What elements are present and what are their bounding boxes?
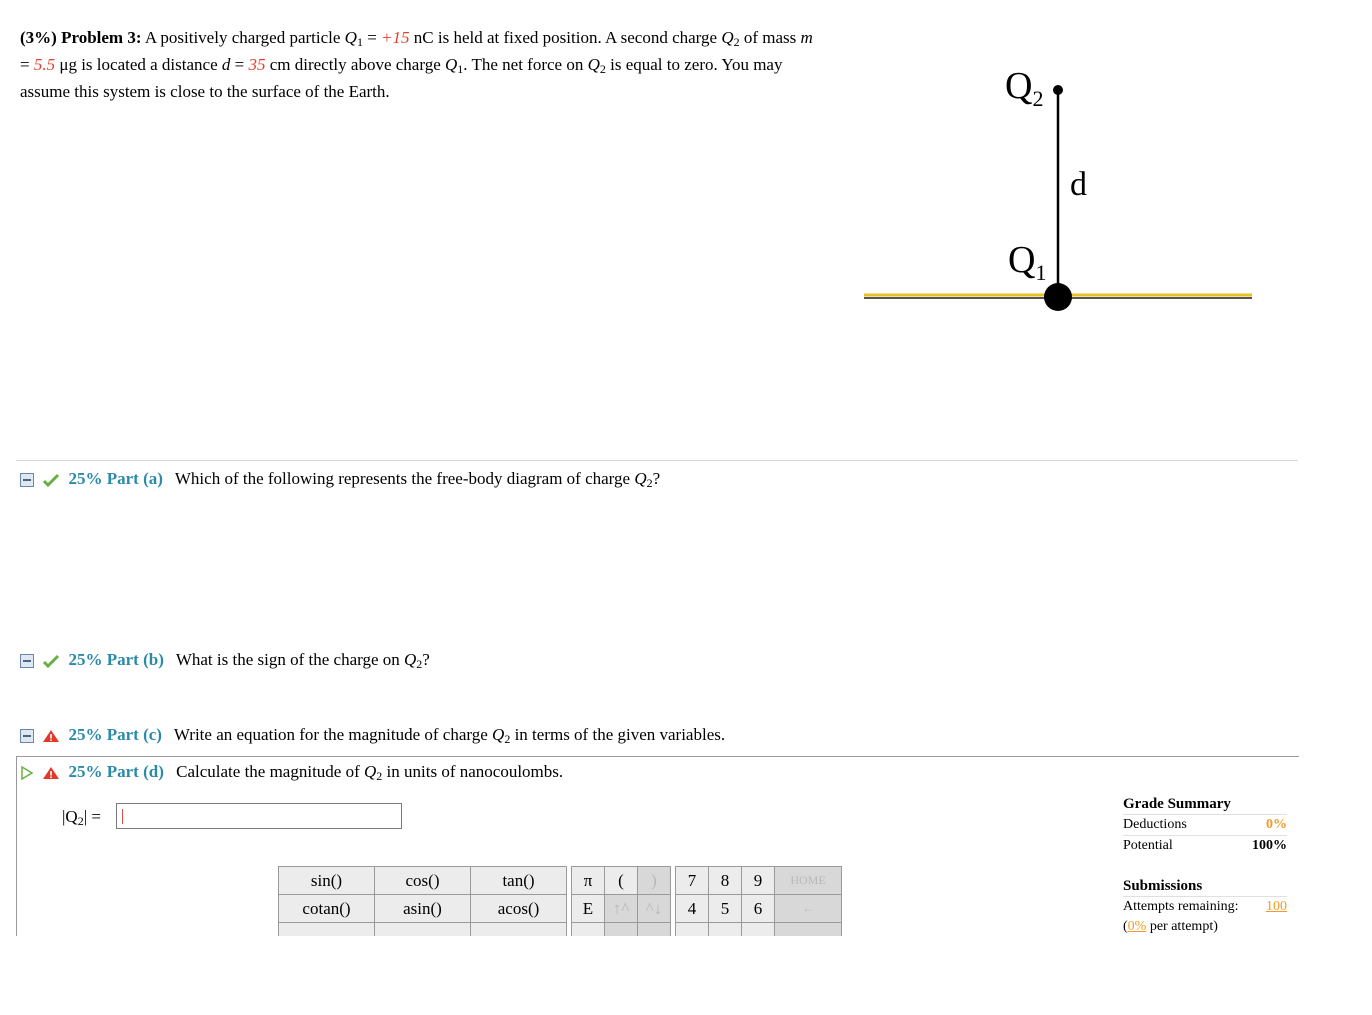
label-q2: $Q_2$	[1005, 65, 1044, 111]
collapse-icon[interactable]	[20, 473, 34, 487]
check-icon	[42, 654, 60, 668]
label-q1: $Q_1$	[1008, 239, 1047, 285]
key-cotan[interactable]: cotan()	[279, 895, 375, 923]
per-attempt-link[interactable]: 0%	[1127, 919, 1147, 934]
potential-value: 100%	[1252, 838, 1287, 853]
grade-summary-title: Grade Summary	[1123, 796, 1231, 812]
problem-text: cm directly above charge	[269, 55, 441, 74]
part-text: Calculate the magnitude of	[176, 762, 360, 781]
var-q2: Q	[364, 762, 377, 781]
warning-icon	[42, 766, 60, 780]
key-close-paren[interactable]: )	[638, 867, 671, 895]
problem-text: of mass	[743, 28, 797, 47]
label-d: d	[1070, 166, 1087, 203]
sub-q1: 1	[457, 62, 464, 76]
attempts-row	[1123, 896, 1287, 917]
equals: =	[367, 28, 377, 47]
charge-q2-dot	[1053, 85, 1063, 95]
problem-title: Problem 3:	[61, 28, 142, 47]
part-a-header[interactable]	[20, 467, 660, 491]
sub-q2: 2	[416, 657, 423, 671]
sub-q2: 2	[504, 732, 511, 746]
problem-statement	[20, 24, 820, 105]
charge-diagram	[860, 60, 1260, 320]
part-text: What is the sign of the charge on	[175, 650, 400, 669]
var-q2: Q	[634, 469, 647, 488]
key-sin[interactable]: sin()	[279, 867, 375, 895]
collapse-icon[interactable]	[20, 654, 34, 668]
deductions-value: 0%	[1266, 817, 1287, 832]
sub-q2: 2	[733, 35, 740, 49]
problem-text: . The net force on	[463, 55, 584, 74]
potential-label: Potential	[1123, 838, 1173, 853]
warning-icon	[42, 729, 60, 743]
part-label: 25% Part (b)	[68, 650, 164, 669]
var-q1: Q	[344, 28, 357, 47]
value-q1: +15	[381, 28, 410, 47]
sub-q2: 2	[646, 476, 653, 490]
part-b-header[interactable]	[20, 648, 430, 672]
key-cos[interactable]: cos()	[375, 867, 471, 895]
submissions-title: Submissions	[1123, 878, 1203, 894]
part-label: 25% Part (a)	[68, 469, 163, 488]
keypad-row	[279, 895, 842, 923]
sub-q2: 2	[599, 62, 606, 76]
var-q2: Q	[492, 725, 505, 744]
key-5[interactable]: 5	[709, 895, 742, 923]
attempts-link[interactable]: 100	[1266, 899, 1287, 914]
key-e[interactable]: E	[572, 895, 605, 923]
var-m: m	[800, 28, 813, 47]
key-superscript-down[interactable]: ^↓	[638, 895, 671, 923]
part-text: Which of the following represents the free-body diagram of charge	[174, 469, 631, 488]
key-pi[interactable]: π	[572, 867, 605, 895]
value-d: 35	[248, 55, 266, 74]
problem-text: A positively charged particle	[144, 28, 341, 47]
problem-text: μg is located a distance	[59, 55, 218, 74]
problem-text: is equal to zero. You may assume this system is close to the surface of the Earth.	[20, 55, 783, 101]
equals: =	[234, 55, 245, 74]
key-acos[interactable]: acos()	[471, 895, 567, 923]
per-attempt-label: per attempt)	[1149, 919, 1218, 934]
check-icon	[42, 473, 60, 487]
key-6[interactable]: 6	[742, 895, 775, 923]
key-7[interactable]: 7	[676, 867, 709, 895]
key-home[interactable]: HOME	[775, 867, 842, 895]
part-text: in units of nanocoulombs.	[386, 762, 564, 781]
page-cutoff-mask	[0, 936, 1372, 1015]
part-text: Write an equation for the magnitude of charge	[173, 725, 488, 744]
part-d-header[interactable]	[20, 760, 563, 784]
part-text: in terms of the given variables.	[514, 725, 726, 744]
divider	[16, 460, 1298, 461]
var-q2: Q	[404, 650, 417, 669]
key-asin[interactable]: asin()	[375, 895, 471, 923]
keypad-row	[279, 867, 842, 895]
problem-text: nC is held at fixed position. A second charge	[413, 28, 718, 47]
part-label: 25% Part (d)	[68, 762, 164, 781]
part-c-header[interactable]	[20, 723, 725, 747]
var-q2: Q	[587, 55, 600, 74]
grade-summary	[1123, 794, 1287, 937]
deductions-row	[1123, 814, 1287, 835]
part-text: ?	[652, 469, 661, 488]
deductions-label: Deductions	[1123, 817, 1187, 832]
key-superscript-up[interactable]: ↑^	[605, 895, 638, 923]
per-attempt-row	[1123, 917, 1287, 937]
paren: (	[1123, 919, 1128, 934]
key-4[interactable]: 4	[676, 895, 709, 923]
value-m: 5.5	[33, 55, 56, 74]
sub-q2: 2	[376, 769, 383, 783]
part-text: ?	[422, 650, 430, 669]
key-tan[interactable]: tan()	[471, 867, 567, 895]
text-cursor	[122, 809, 123, 824]
sub-q1: 1	[356, 35, 363, 49]
answer-label: $|Q_2|$ =	[62, 807, 101, 828]
key-backspace[interactable]: ←	[775, 895, 842, 923]
charge-q1-dot	[1044, 283, 1072, 311]
collapse-icon[interactable]	[20, 729, 34, 743]
var-q2: Q	[721, 28, 734, 47]
attempts-label: Attempts remaining:	[1123, 899, 1239, 914]
key-open-paren[interactable]: (	[605, 867, 638, 895]
potential-row	[1123, 835, 1287, 856]
equals: =	[20, 55, 30, 74]
answer-input[interactable]	[116, 803, 402, 829]
key-8[interactable]: 8	[709, 867, 742, 895]
var-d: d	[221, 55, 231, 74]
key-9[interactable]: 9	[742, 867, 775, 895]
play-icon[interactable]	[20, 766, 34, 780]
var-q1: Q	[445, 55, 458, 74]
part-label: 25% Part (c)	[68, 725, 162, 744]
problem-weight: (3%)	[20, 28, 57, 47]
